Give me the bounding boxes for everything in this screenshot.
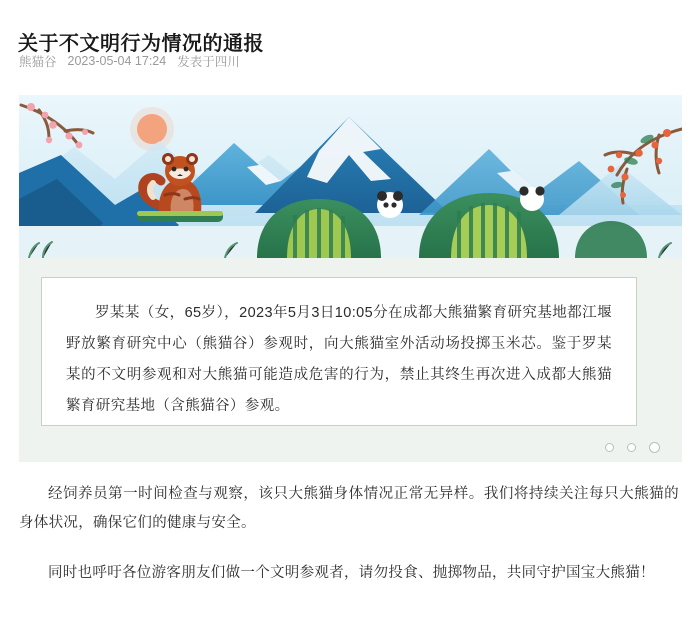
pager-dot-3[interactable] <box>649 442 660 453</box>
page-title: 关于不文明行为情况的通报 <box>18 33 264 56</box>
carousel-pager[interactable] <box>605 442 660 453</box>
notice-panel <box>19 258 682 462</box>
hero-illustration <box>19 95 682 258</box>
pager-dot-2[interactable] <box>627 443 636 452</box>
meta-datetime: 2023-05-04 17:24 <box>67 54 167 68</box>
meta-author: 熊猫谷 <box>19 55 57 69</box>
article-body <box>19 480 679 609</box>
meta-location: 发表于四川 <box>177 55 240 69</box>
notice-card <box>41 277 637 426</box>
body-paragraph-2: 同时也呼吁各位游客朋友们做一个文明参观者，请勿投食、抛掷物品，共同守护国宝大熊猫！ <box>48 565 655 581</box>
notice-text: 罗某某（女，65岁），2023年5月3日10:05分在成都大熊猫繁育研究基地都江堰野放繁育研究中心（熊猫谷）参观时，向大熊猫室外活动场投掷玉米芯。鉴于罗某某的不文明参观和对大熊猫可能造成危害的行为，禁止其终生再次进入成都大熊猫繁育研究基地（含熊猫谷）参观。 <box>66 305 612 414</box>
pager-dot-1[interactable] <box>605 443 614 452</box>
article-meta <box>19 52 240 70</box>
body-paragraph-1: 经饲养员第一时间检查与观察，该只大熊猫身体情况正常无异样。我们将持续关注每只大熊猫的身体状况，确保它们的健康与安全。 <box>19 486 679 531</box>
